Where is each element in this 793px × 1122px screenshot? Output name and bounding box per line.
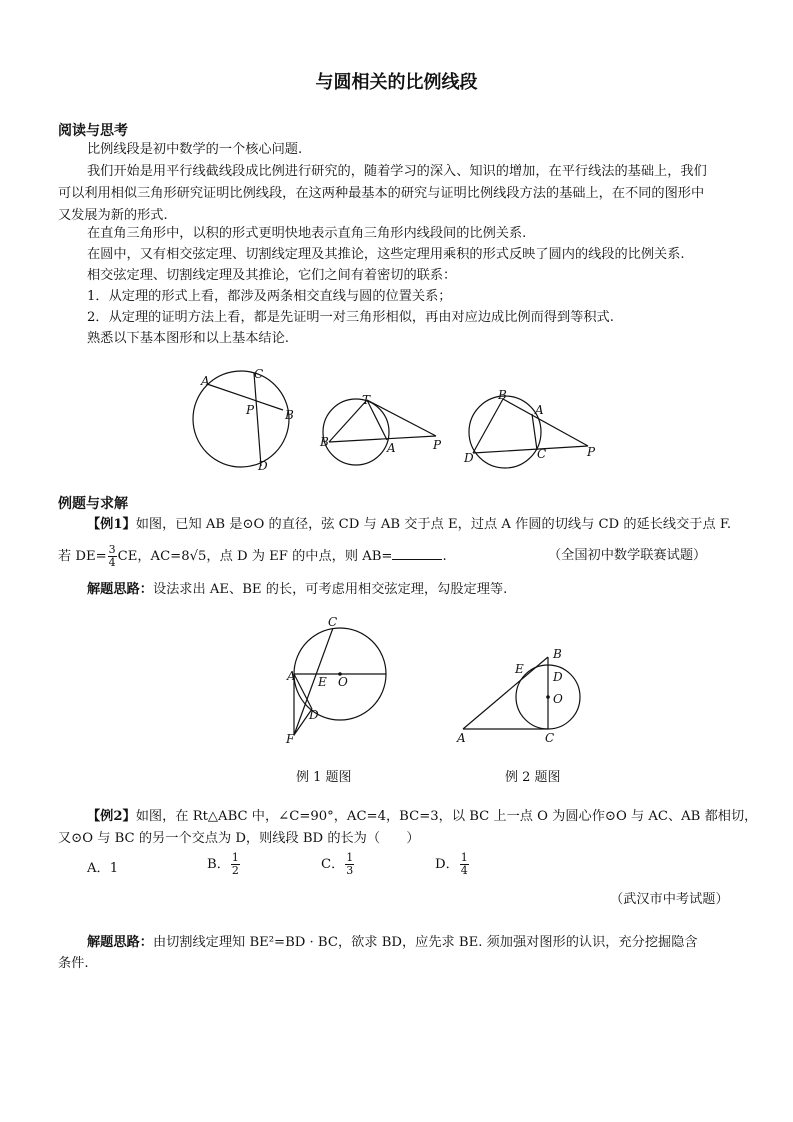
example-1-line-2: 若 DE= $\frac{3}{4}$ CE，AC=8√5，点 D 为 EF 的中点，则 AB= . [58,543,447,569]
label-A: A [457,731,466,745]
label-P: P [246,403,255,417]
label-E: E [318,675,327,689]
paragraph-line: 我们开始是用平行线截线段成比例进行研究的，随着学习的深入、知识的增加，在平行线法的基础上，我们 [87,164,707,179]
example-2-hint [87,933,698,953]
label-B: B [553,647,562,661]
paragraph-line: 1．从定理的形式上看，都涉及两条相交直线与圆的位置关系； [87,289,452,304]
figure-two-secants [463,388,596,468]
section-heading-reading: 阅读与思考 [58,123,128,139]
option-c: C． $\frac{1}{3}$ [321,851,354,877]
label-T: T [362,393,371,407]
paragraph-line: 熟悉以下基本图形和以上基本结论. [87,331,290,346]
example-1-line-1 [87,515,731,535]
label-C: C [537,447,547,461]
example-1-hint [87,580,507,600]
option-a: A．1 [87,861,119,876]
label-O: O [338,675,348,689]
label-A: A [287,669,296,683]
label-D: D [258,459,268,473]
example-2-hint-cont: 条件. [58,956,89,971]
example-1-text: 若 DE= [58,549,107,564]
label-P: P [587,445,596,459]
label-D: D [309,708,319,722]
answer-blank [392,547,442,560]
label-B: B [320,435,329,449]
paragraph-line: 又发展为新的形式. [58,208,168,223]
option-b: B． $\frac{1}{2}$ [207,851,239,877]
paragraph-line: 在直角三角形中，以积的形式更明快地表示直角三角形内线段间的比例关系. [87,226,527,241]
example-2-line-2: 又⊙O 与 BC 的另一个交点为 D，则线段 BD 的长为（ ） [58,831,420,846]
example-2-tag: 【例2】 [87,809,136,824]
figure-tangent-secant [319,393,442,465]
hint-text: 设法求出 AE、BE 的长，可考虑用相交弦定理，勾股定理等. [152,582,508,597]
section-heading-examples: 例题与求解 [58,496,128,512]
example-2-source: （武汉市中考试题） [610,892,729,907]
example-2-text: 如图，在 Rt△ABC 中，∠C=90°，AC=4，BC=3，以 BC 上一点 O 为圆心作⊙O 与 AC、AB 都相切， [135,809,758,824]
paragraph-line: 相交弦定理、切割线定理及其推论，它们之间有着密切的联系： [87,268,457,283]
example-1-source: （全国初中数学联赛试题） [548,548,707,563]
label-O: O [553,692,563,706]
paragraph-line: 在圆中，又有相交弦定理、切割线定理及其推论，这些定理用乘积的形式反映了圆内的线段的比例关系. [87,247,685,262]
label-F: F [286,732,295,746]
paragraph-line: 比例线段是初中数学的一个核心问题. [87,142,303,157]
example-1-text: ，点 D 为 EF 的中点，则 AB= [206,549,393,564]
example-1-tag: 【例1】 [87,517,136,532]
figure-example-1 [285,615,386,746]
label-A: A [535,403,544,417]
label-A: A [201,374,210,388]
paragraph-line: 2．从定理的证明方法上看，都是先证明一对三角形相似，再由对应边成比例而得到等积式. [87,310,614,325]
label-C: C [254,367,264,381]
caption-example-1: 例 1 题图 [296,770,352,785]
caption-example-2: 例 2 题图 [505,770,561,785]
example-2-line-1 [87,807,757,827]
label-A: A [387,441,396,455]
label-B: B [285,408,294,422]
sqrt-value: √5 [189,549,207,564]
label-D: D [464,451,474,465]
label-B: B [498,388,507,402]
figure-example-2 [456,647,580,745]
option-d: D． $\frac{1}{4}$ [435,851,468,877]
hint-label: 解题思路： [87,935,153,950]
label-C: C [328,615,338,629]
label-C: C [545,731,555,745]
figure-intersecting-chords [193,367,294,473]
label-P: P [433,438,442,452]
example-1-text: CE，AC=8 [117,549,190,564]
hint-label: 解题思路： [87,582,153,597]
page-title: 与圆相关的比例线段 [315,72,478,93]
label-D: D [553,670,563,684]
example-1-text: 如图，已知 AB 是⊙O 的直径，弦 CD 与 AB 交于点 E，过点 A 作圆的切线与 CD 的延长线交于点 F. [135,517,732,532]
paragraph-line: 可以利用相似三角形研究证明比例线段，在这两种最基本的研究与证明比例线段方法的基础上，在不同的图形中 [58,186,705,201]
label-E: E [515,662,524,676]
fraction: $\frac{3}{4}$ [108,543,116,569]
hint-text: 由切割线定理知 BE²=BD · BC，欲求 BD，应先求 BE. 须加强对图形的认识，充分挖掘隐含 [152,935,698,950]
